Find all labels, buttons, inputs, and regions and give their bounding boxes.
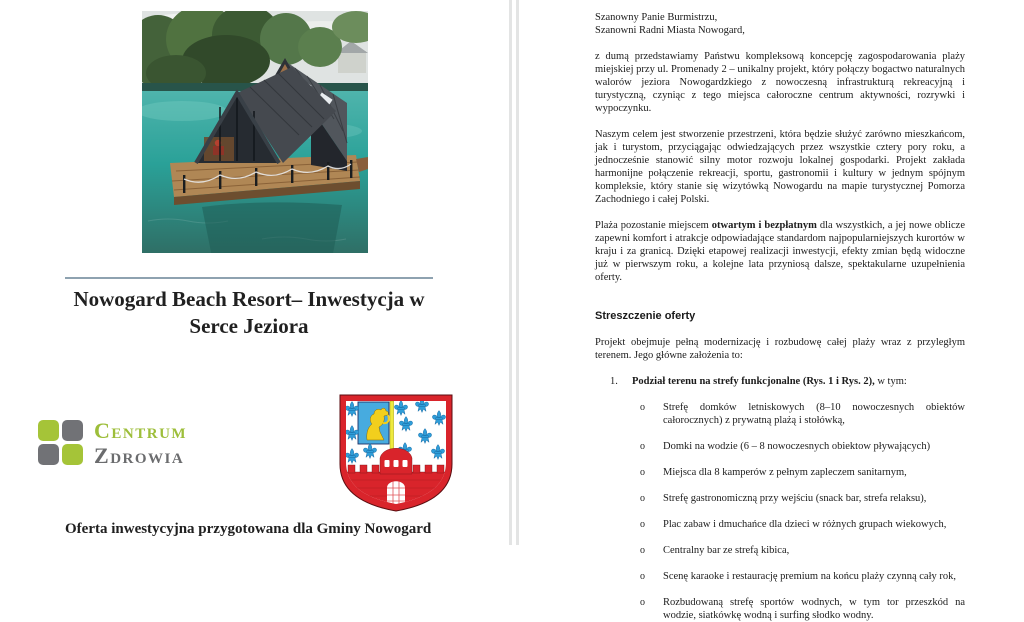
salutation-line-2: Szanowni Radni Miasta Nowogard, — [595, 25, 745, 36]
cover-title: Nowogard Beach Resort– Inwestycja w Serce Jeziora — [73, 287, 425, 338]
salutation-line-1: Szanowny Panie Burmistrzu, — [595, 12, 718, 23]
logo-squares-icon — [38, 420, 83, 465]
logo-word-centrum: CENTRUM — [94, 418, 188, 443]
bullet-marker: o — [640, 519, 645, 530]
list-item: o Scenę karaoke i restaurację premium na końcu plaży czynną cały rok, — [637, 570, 965, 583]
page-letter — [521, 0, 1024, 621]
numbered-item-1: 1. Podział terenu na strefy funkcjonalne (Rys. 1 i Rys. 2), w tym: — [610, 376, 907, 387]
list-item: o Domki na wodzie (6 – 8 nowoczesnych obiektow pływających) — [637, 440, 965, 453]
page-cover — [0, 0, 509, 545]
section-heading-summary: Streszczenie oferty — [595, 310, 696, 322]
salutation-block — [595, 11, 965, 37]
list-item: o Plac zabaw i dmuchańce dla dzieci w różnych grupach wiekowych, — [637, 518, 965, 531]
functional-zones-list — [637, 401, 965, 622]
title-divider-line — [65, 277, 433, 279]
bullet-marker: o — [640, 402, 645, 413]
page-seam — [509, 0, 521, 545]
logo-wordmark — [94, 420, 187, 470]
emphasis-open-free: otwartym i bezpłatnym — [711, 220, 817, 231]
letter-paragraph-1: z dumą przedstawiamy Państwu kompleksową koncepcję zagospodarowania plaży miejskiej przy ul. Promenady 2 – unikalny projekt, który połączy bogactwo naturalnych walorów jeziora Nowogardzkiego z nowoczesną infrastrukturą rekreacyjną i turystyczną, czyniąc z tego miejsca całoroczne centrum aktywności, rozrywki i wypoczynku. — [595, 51, 965, 114]
centrum-zdrowia-logo — [38, 420, 187, 470]
letter-paragraph-2: Naszym celem jest stworzenie przestrzeni, która będzie służyć zarówno mieszkańcom, jak i turystom, przyciągając odwiedzających przez wszystkie cztery pory roku, a jednocześnie stanowić silny motor rozwoju lokalnej gospodarki. Projekt zakłada harmonijne połączenie rekreacji, sportu, gastronomii i kultury w jednym spójnym kompleksie, który stanie się wizytówką Nowogardu na mapie turystycznej Pomorza Zachodniego i całej Polski. — [595, 129, 965, 205]
bullet-marker: o — [640, 467, 645, 478]
bullet-marker: o — [640, 441, 645, 452]
bullet-marker: o — [640, 597, 645, 608]
page-edge-line — [516, 0, 519, 545]
logo-word-zdrowia: ZDROWIA — [94, 443, 185, 468]
letter-paragraph-4: Projekt obejmuje pełną modernizację i rozbudowę całej plaży wraz z przyległym terenem. Jego główne założenia to: — [595, 337, 965, 361]
bullet-marker: o — [640, 545, 645, 556]
page-edge-line — [509, 0, 512, 545]
numbered-item-1-title: Podział terenu na strefy funkcjonalne (Rys. 1 i Rys. 2), — [632, 376, 875, 387]
cover-footer-text: Oferta inwestycyjna przygotowana dla Gminy Nowogard — [65, 521, 432, 537]
bullet-marker: o — [640, 571, 645, 582]
nowogard-coat-of-arms — [337, 392, 455, 514]
bullet-marker: o — [640, 493, 645, 504]
list-item: o Strefę domków letniskowych (8–10 nowoczesnych obiektów całorocznych) z prywatną plażą i stołówką, — [637, 401, 965, 427]
list-item: o Strefę gastronomiczną przy wejściu (snack bar, strefa relaksu), — [637, 492, 965, 505]
list-item: o Centralny bar ze strefą kibica, — [637, 544, 965, 557]
list-item: o Miejsca dla 8 kamperów z pełnym zapleczem sanitarnym, — [637, 466, 965, 479]
list-number: 1. — [610, 376, 618, 387]
cover-photo-floating-house — [142, 11, 368, 253]
letter-body — [521, 0, 1024, 622]
letter-paragraph-3: Plaża pozostanie miejscem otwartym i bezpłatnym dla wszystkich, a jej nowe oblicze zapewni komfort i atrakcje odpowiadające standardom najpopularniejszych kurortów w kraju i za granicą. Dzięki etapowej realizacji inwestycji, efekty zmian będą widoczne już w pierwszym roku, a kolejne lata przyniosą dalsze, spektakularne uzupełnienia oferty. — [595, 220, 965, 283]
list-item: o Rozbudowaną strefę sportów wodnych, w tym tor przeszkód na wodzie, siatkówkę wodną i surfing słodko wodny. — [637, 596, 965, 622]
